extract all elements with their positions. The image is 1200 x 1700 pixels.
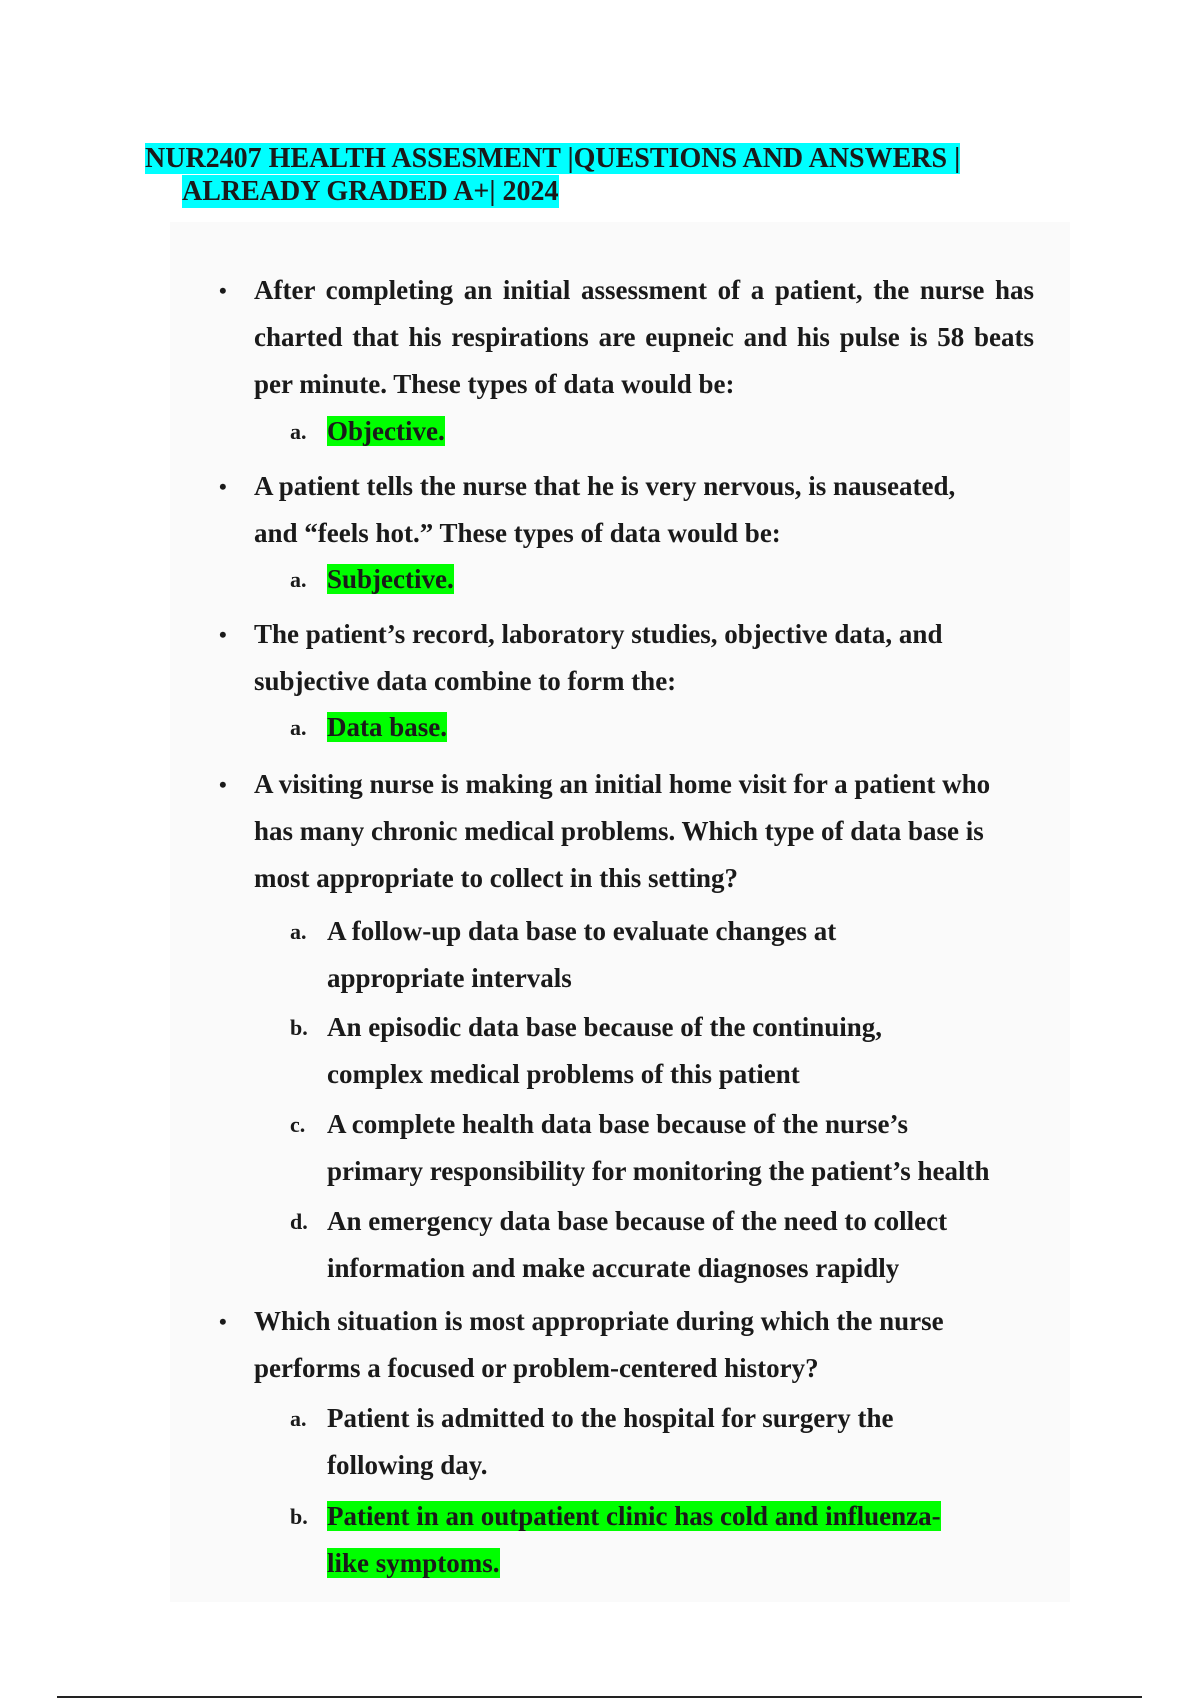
question-5-option-a	[290, 1395, 930, 1489]
option-text: A follow-up data base to evaluate changes at appropriate intervals	[327, 916, 837, 993]
question-text: A patient tells the nurse that he is very nervous, is nauseated, and “feels hot.” These types of data would be:	[254, 471, 956, 548]
question-text: A visiting nurse is making an initial home visit for a patient who has many chronic medical problems. Which type of data base is most appropriate to collect in this setting?	[254, 769, 991, 893]
question-text: After completing an initial assessment of a patient, the nurse has charted that his respirations are eupneic and his pulse is 58 beats per minute. These types of data would be:	[254, 275, 1034, 399]
option-letter: a.	[290, 1406, 307, 1431]
option-letter: c.	[290, 1112, 306, 1137]
option-letter: a.	[290, 567, 307, 592]
title-line-1: NUR2407 HEALTH ASSESMENT |QUESTIONS AND ANSWERS |	[145, 143, 961, 174]
question-4	[219, 761, 1034, 902]
option-letter: a.	[290, 919, 307, 944]
option-letter: a.	[290, 419, 307, 444]
option-text: An episodic data base because of the continuing, complex medical problems of this patient	[327, 1012, 883, 1089]
option-text: An emergency data base because of the need to collect information and make accurate diagnoses rapidly	[327, 1206, 948, 1283]
question-text: The patient’s record, laboratory studies, objective data, and subjective data combine to form the:	[254, 619, 943, 696]
option-letter: b.	[290, 1015, 308, 1040]
bullet: •	[219, 1309, 227, 1334]
question-4-option-d	[290, 1198, 950, 1292]
bullet: •	[219, 278, 227, 303]
highlighted-answer: Objective.	[327, 416, 445, 446]
question-1-option-a	[290, 408, 1030, 455]
bullet: •	[219, 622, 227, 647]
question-2	[219, 463, 994, 557]
question-5-option-b	[290, 1493, 970, 1587]
bullet: •	[219, 772, 227, 797]
option-text: Patient is admitted to the hospital for surgery the following day.	[327, 1403, 894, 1480]
highlighted-answer: Subjective.	[327, 564, 454, 594]
question-1	[219, 267, 1034, 408]
document-title	[145, 142, 1045, 208]
question-4-option-c	[290, 1101, 1000, 1195]
question-2-option-a	[290, 556, 1030, 603]
question-4-option-b	[290, 1004, 920, 1098]
question-3-option-a	[290, 704, 1030, 751]
question-5	[219, 1298, 954, 1392]
question-3	[219, 611, 994, 705]
highlighted-answer: Data base.	[327, 712, 447, 742]
question-text: Which situation is most appropriate during which the nurse performs a focused or problem-centered history?	[254, 1306, 944, 1383]
question-4-option-a	[290, 908, 870, 1002]
option-letter: a.	[290, 715, 307, 740]
highlighted-answer: Patient in an outpatient clinic has cold and influenza-like symptoms.	[327, 1501, 941, 1578]
option-text: A complete health data base because of the nurse’s primary responsibility for monitoring the patient’s health	[327, 1109, 990, 1186]
footer-rule	[57, 1696, 1142, 1698]
title-line-2: ALREADY GRADED A+| 2024	[182, 176, 559, 207]
option-letter: b.	[290, 1504, 308, 1529]
option-letter: d.	[290, 1209, 308, 1234]
bullet: •	[219, 474, 227, 499]
